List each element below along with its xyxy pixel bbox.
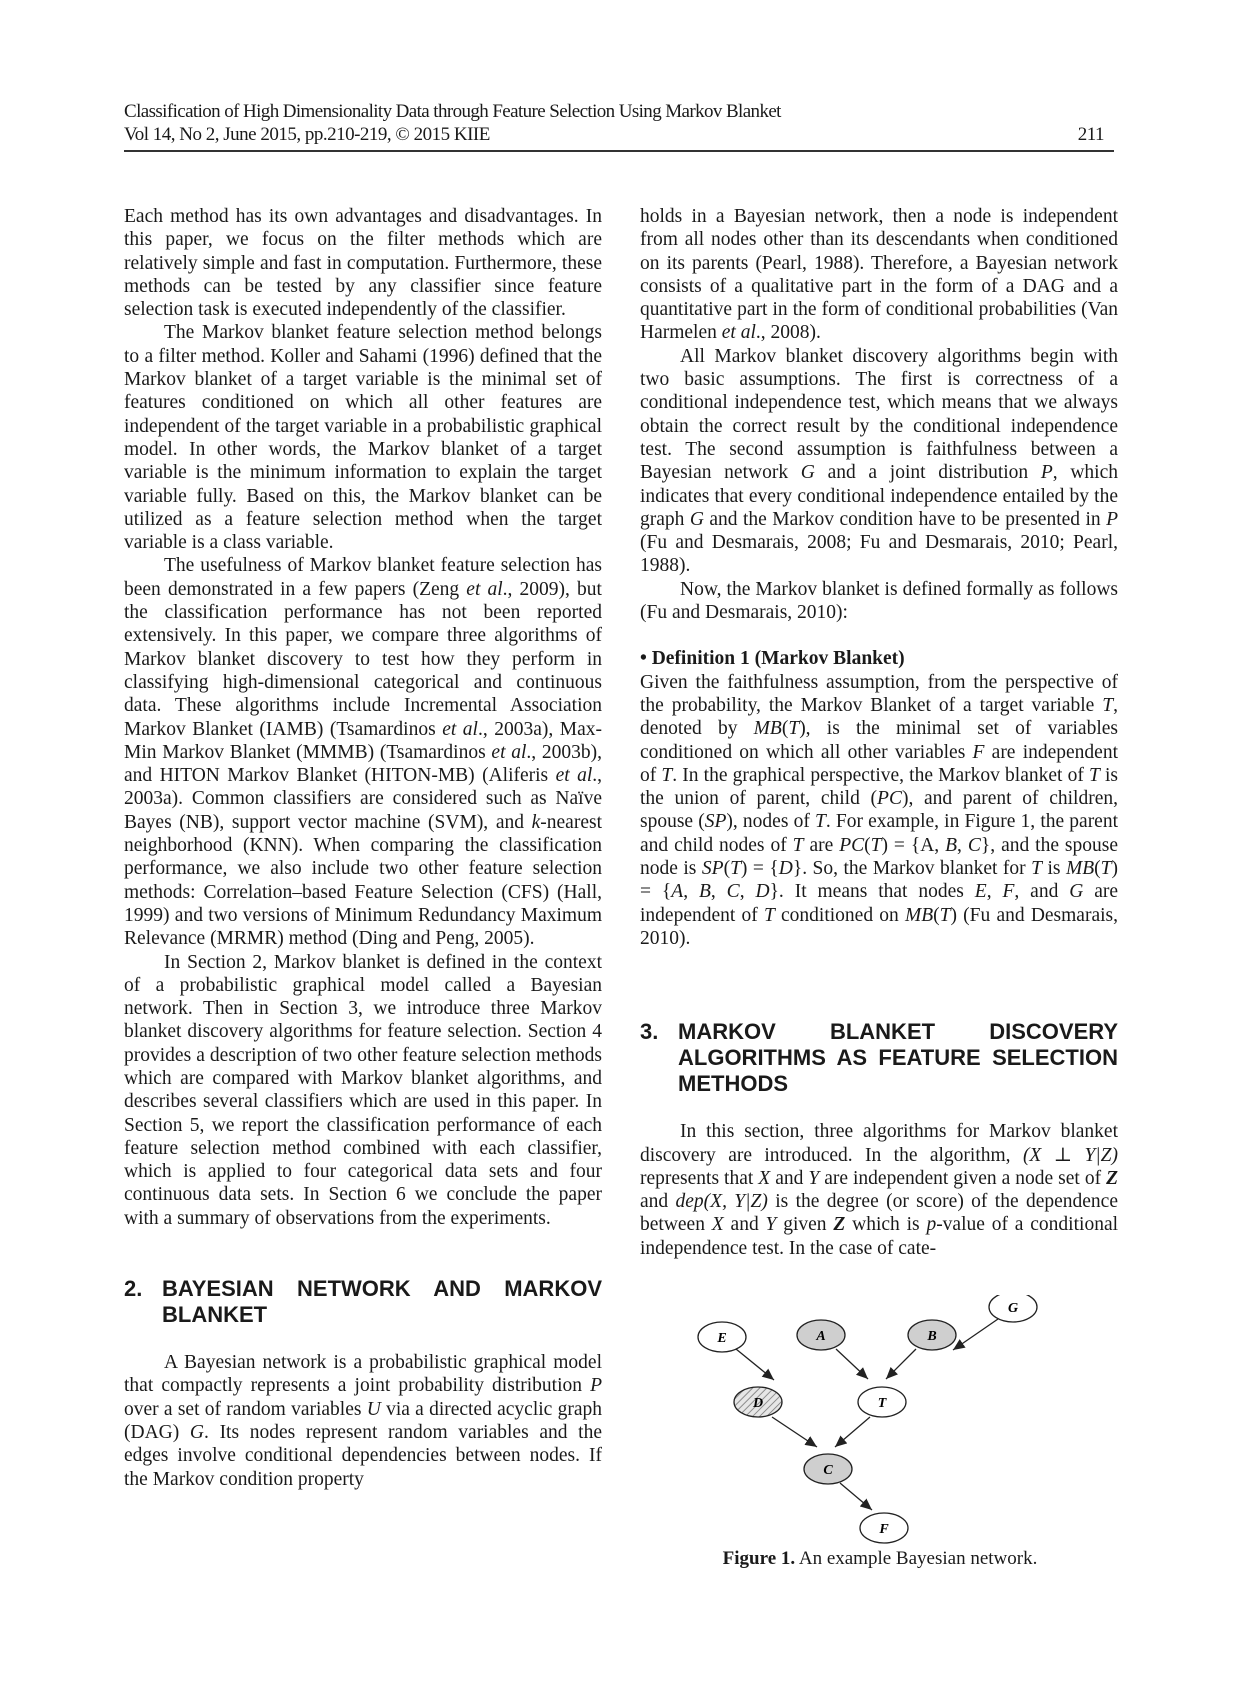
paragraph: Now, the Markov blanket is defined formally as follows (Fu and Desmarais, 2010):: [640, 578, 1118, 624]
svg-text:T: T: [877, 1396, 887, 1411]
figure-caption: Figure 1. An example Bayesian network.: [722, 1548, 1038, 1569]
paragraph: In this section, three algorithms for Markov blanket discovery are introduced. In the algorithm, (X ⊥ Y|Z) represents that X and Y are independent given a node set of Z and dep(X, Y|Z) is the degree (or score) of the dependence between X and Y given Z which is p-value of a conditional independence test. In the case of cate-: [640, 1121, 1119, 1259]
header-volume-line: [124, 123, 1114, 146]
section-heading: 2. BAYESIAN NETWORK AND MARKOV BLANKET: [124, 1276, 602, 1328]
paragraph: A Bayesian network is a probabilistic graphical model that compactly represents a joint probability distribution P over a set of random variables U via a directed acyclic graph (DAG) G. Its nodes represent random variables and the edges involve conditional dependencies between nodes. If the Markov condition property: [124, 1352, 603, 1490]
node-g: [989, 1295, 1037, 1322]
node-b: [908, 1320, 956, 1350]
page-number: 211: [1077, 124, 1104, 145]
header-rule: [124, 150, 1114, 152]
svg-text:E: E: [717, 1331, 727, 1346]
edge-g-b: [953, 1319, 998, 1350]
header-title: Classification of High Dimensionality Data through Feature Selection Using Markov Blanket: [124, 101, 781, 122]
paragraph: Each method has its own advantages and disadvantages. In this paper, we focus on the filter methods which are relatively simple and fast in computation. Furthermore, these methods can be tested by any classifier since feature selection task is executed independently of the classifier.: [124, 206, 602, 321]
svg-text:B: B: [927, 1329, 937, 1344]
node-f: [860, 1513, 908, 1543]
definition-text: Given the faithfulness assumption, from the perspective of the probability, the Markov Blanket of a target variable T, denoted by MB(T), is the minimal set of variables conditioned on which all other variables F are independent of T. In the graphical perspective, the Markov blanket of T is the union of parent, child (PC), and parent of children, spouse (SP), nodes of T. For example, in Figure 1, the parent and child nodes of T are PC(T) = {A, B, C}, and the spouse node is SP(T) = {D}. So, the Markov blanket for T is MB(T) = {A, B, C, D}. It means that nodes E, F, and G are independent of T conditioned on MB(T) (Fu and Desmarais, 2010).: [640, 671, 1119, 949]
svg-text:F: F: [879, 1522, 889, 1537]
header-volume: Vol 14, No 2, June 2015, pp.210-219, © 2015 KIIE: [124, 124, 490, 145]
paragraph: The usefulness of Markov blanket feature selection has been demonstrated in a few papers (Zeng et al., 2009), but the classification performance has not been reported extensively. In this paper, we compare three algorithms of Markov blanket discovery to test how they perform in classifying high-dimensional categorical and continuous data. These algorithms include Incremental Association Markov Blanket (IAMB) (Tsamardinos et al., 2003a), Max-Min Markov Blanket (MMMB) (Tsamardinos et al., 2003b), and HITON Markov Blanket (HITON-MB) (Aliferis et al., 2003a). Common classifiers are considered such as Naïve Bayes (NB), support vector machine (SVM), and k-nearest neighborhood (KNN). When comparing the classification performance, we also include two other feature selection methods: Correlation–based Feature Selection (CFS) (Hall, 1999) and two versions of Minimum Redundancy Maximum Relevance (MRMR) method (Ding and Peng, 2005).: [124, 555, 603, 950]
edge-t-c: [835, 1417, 870, 1447]
definition-title: • Definition 1 (Markov Blanket): [640, 648, 905, 670]
paragraph: The Markov blanket feature selection method belongs to a filter method. Koller and Sahami (1996) defined that the Markov blanket of a target variable is the minimal set of features conditioned on which all other features are independent of the target variable in a probabilistic graphical model. In other words, the Markov blanket of a target variable is the minimum information to explain the target variable fully. Based on this, the Markov blanket can be utilized as a feature selection method when the target variable is a class variable.: [124, 322, 602, 554]
edge-d-c: [772, 1417, 817, 1447]
edge-b-t: [886, 1349, 916, 1379]
svg-text:C: C: [823, 1463, 833, 1478]
section-heading: 3. MARKOV BLANKET DISCOVERY ALGORITHMS AS FEATURE SELECTION METHODS: [640, 1019, 1118, 1097]
running-header: [124, 100, 1114, 146]
node-c: [804, 1454, 852, 1484]
bayesian-network-diagram: [640, 1295, 1120, 1555]
node-a: [797, 1320, 845, 1350]
svg-text:D: D: [752, 1396, 764, 1411]
edge-e-d: [736, 1349, 774, 1380]
paragraph: All Markov blanket discovery algorithms begin with two basic assumptions. The first is correctness of a conditional independence test, which means that we always obtain the correct result by the conditional independence test. The second assumption is faithfulness between a Bayesian network G and a joint distribution P, which indicates that every conditional independence entailed by the graph G and the Markov condition have to be presented in P (Fu and Desmarais, 2008; Fu and Desmarais, 2010; Pearl, 1988).: [640, 345, 1119, 577]
node-e: [698, 1322, 746, 1352]
edge-c-f: [840, 1483, 872, 1510]
svg-text:A: A: [816, 1329, 826, 1344]
right-column: [640, 205, 1118, 1260]
node-t: [858, 1387, 906, 1417]
edge-a-t: [836, 1349, 868, 1379]
svg-text:G: G: [1007, 1301, 1019, 1316]
node-d: [734, 1387, 782, 1417]
paragraph: In Section 2, Markov blanket is defined in the context of a probabilistic graphical model called a Bayesian network. Then in Section 3, we introduce three Markov blanket discovery algorithms for feature selection. Section 4 provides a description of two other feature selection methods which are compared with Markov blanket algorithms, and describes several classifiers which are used in this paper. In Section 5, we report the classification performance of each feature selection method combined with each classifier, which is applied to four categorical data sets and four continuous data sets. In Section 6 we conclude the paper with a summary of observations from the experiments.: [124, 951, 602, 1229]
paragraph: holds in a Bayesian network, then a node is independent from all nodes other than its descendants when conditioned on its parents (Pearl, 1988). Therefore, a Bayesian network consists of a qualitative part in the form of a DAG and a quantitative part in the form of conditional probabilities (Van Harmelen et al., 2008).: [640, 206, 1118, 344]
left-column: [124, 205, 602, 1491]
